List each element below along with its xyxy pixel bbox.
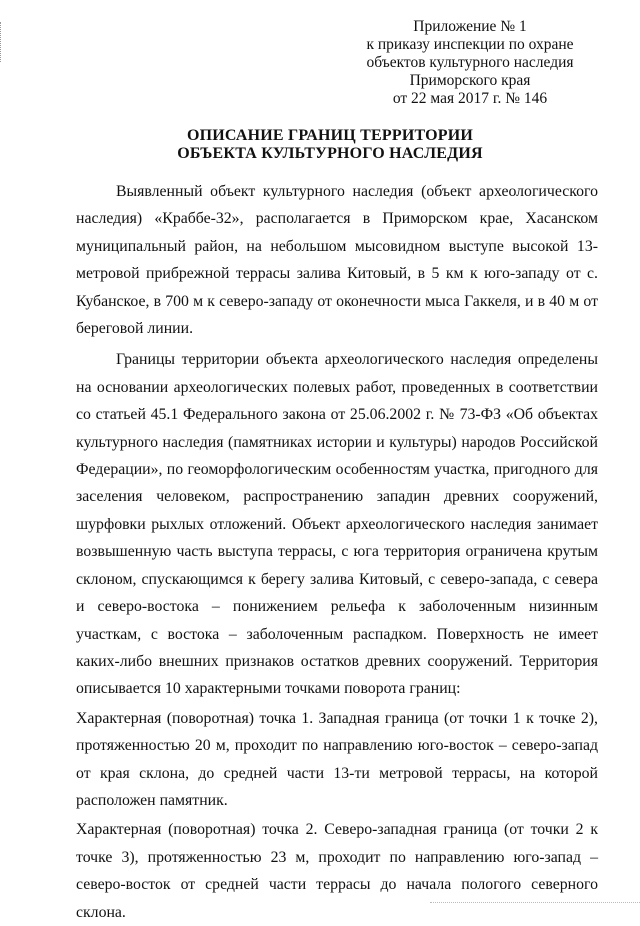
appendix-region: Приморского края (409, 72, 531, 89)
paragraph-point-2: Характерная (поворотная) точка 2. Северо-западная граница (от точки 2 к точке 3), протяженностью 23 м, проходит по направлению юго-запад – северо-восток от средней части террасы до начала пологого северного склона. (76, 821, 598, 921)
title-line-1: ОПИСАНИЕ ГРАНИЦ ТЕРРИТОРИИ (186, 127, 474, 144)
appendix-date: от 22 мая 2017 г. № 146 (392, 90, 548, 107)
appendix-order-ref: к приказу инспекции по охране (366, 36, 574, 53)
paragraph-boundaries: Границы территории объекта археологического наследия определены на основании археологических полевых работ, проведенных в соответствии со статьей 45.1 Федерального закона от 25.06.2002 г. № 73-ФЗ «Об объектах культурного наследия (памятниках истории и культуры) народов Российской Федерации», по геоморфологическим особенностям участка, пригодного для заселения человеком, распространению западин древних сооружений, шурфовки рыхлых отложений. Объект археологического наследия занимает возвышенную часть выступа террасы, с юга территория ограничена крутым склоном, спускающимся к берегу залива Китовый, с северо-запада, с севера и северо-востока – понижением рельефа к заболоченным низинным участкам, с востока – заболоченным распадком. Поверхность не имеет каких-либо внешних признаков остатков древних сооружений. Территория описывается 10 характерными точками поворота границ: (76, 351, 598, 698)
document-title (60, 127, 600, 163)
paragraph-point-1: Характерная (поворотная) точка 1. Западная граница (от точки 1 к точке 2), протяженностью 20 м, проходит по направлению юго-восток – северо-запад от края склона, до средней части 13-ти метровой террасы, на которой расположен памятник. (76, 709, 598, 809)
paragraph-object-location: Выявленный объект культурного наследия (объект археологического наследия) «Краббе-32», располагается в Приморском крае, Хасанском муниципальный район, на небольшом мысовидном выступе высокой 13-метровой прибрежной террасы залива Китовый, в 5 км к юго-западу от с. Кубанское, в 700 м к северо-западу от оконечности мыса Гаккеля, и в 40 м от береговой линии. (76, 183, 598, 338)
appendix-header (320, 18, 620, 108)
appendix-org-line: объектов культурного наследия (366, 54, 574, 71)
scan-edge-mark (0, 22, 3, 62)
appendix-number: Приложение № 1 (413, 18, 527, 35)
title-line-2: ОБЪЕКТА КУЛЬТУРНОГО НАСЛЕДИЯ (177, 145, 483, 162)
document-body (76, 178, 598, 926)
